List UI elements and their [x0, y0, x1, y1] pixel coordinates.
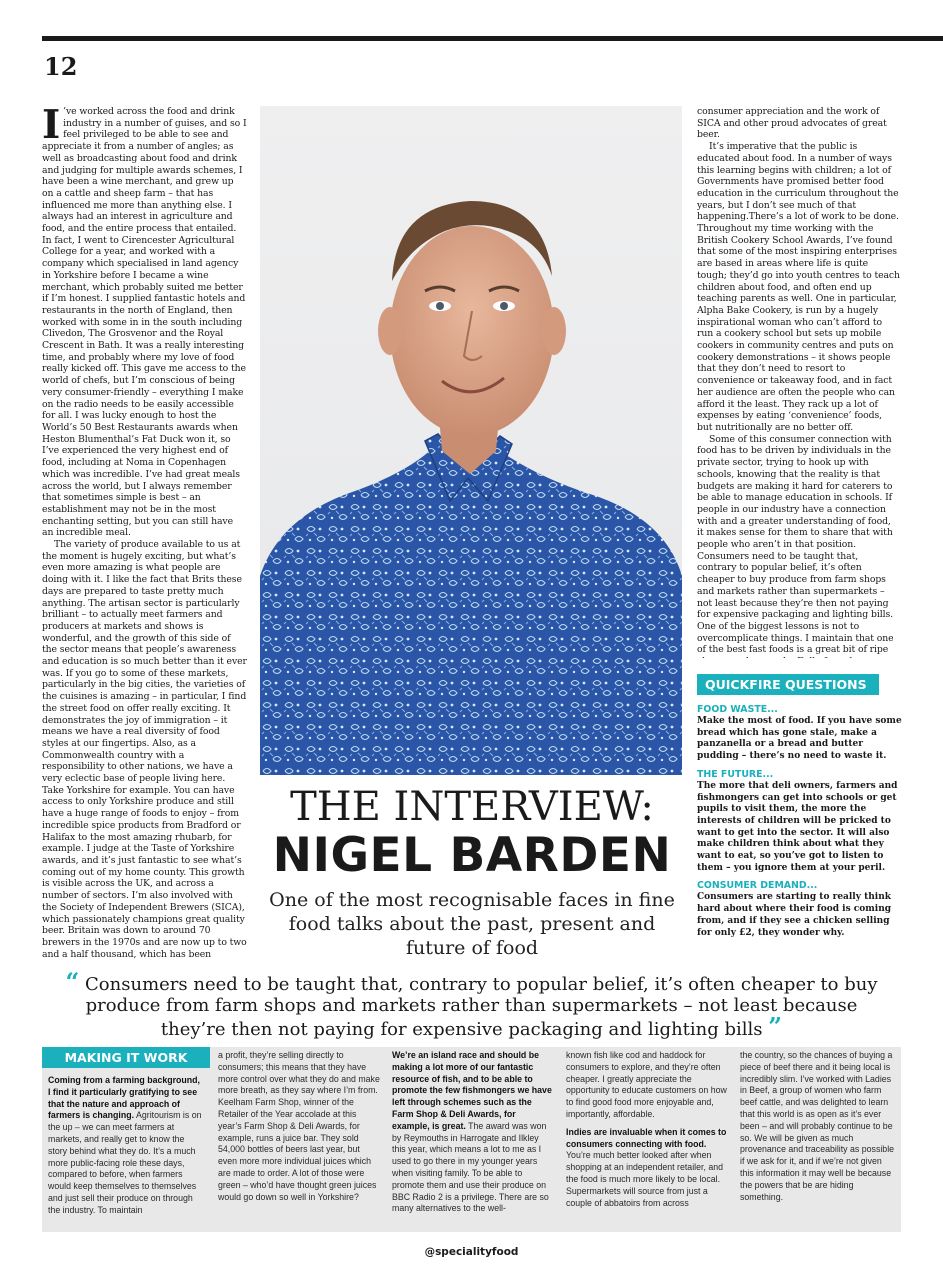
- headline-kicker: THE INTERVIEW:: [290, 784, 654, 830]
- body-column-right: [697, 106, 900, 658]
- sidebar-column: We’re an island race and should be making a lot more of our fantastic resource of fish, and to be able to promote the few fishmongers we have left through schemes such as the Farm Shop & Deli Awards, for example, is great. The award was won by Reymouths in Harrogate and Ilkley this year, which means a lot to me as I used to go there in my younger years when visiting family. To be able to promote them and use their produce on BBC Radio 2 is a privilege. There are so many alternatives to the well-: [392, 1050, 552, 1214]
- footer-handle[interactable]: @specialityfood: [424, 1246, 519, 1258]
- body-paragraph: I ’ve worked across the food and drink industry in a number of guises, and so I feel privileged to be able to see and appreciate it from a number of angles; as well as broadcasting about food and drink and judging for multiple awards schemes, I have been a wine merchant, and grew up on a cattle and sheep farm – that has influenced me more than anything else. I always had an interest in agriculture and food, and the entire process that entailed. In fact, I went to Cirencester Agricultural College for a year, and worked with a company which specialised in land agency in Yorkshire before I became a wine merchant, which probably suited me better if I’m honest. I supplied fantastic hotels and restaurants in the north of England, then worked with some in in the south including Clivedon, The Grosvenor and the Royal Crescent in Bath. It was a really interesting time, and probably where my love of food really kicked off. This gave me access to the world of chefs, but I’m conscious of being very consumer-friendly – everything I make on the radio needs to be easily accessible for all. I was lucky enough to host the World’s 50 Best Restaurants awards when Heston Blumenthal’s Fat Duck won it, so I’ve experienced the very highest end of food, including at Noma in Copenhagen which was incredible. I’ve had great meals across the world, but I always remember that sometimes simple is best – an establishment may not be in the most enchanting setting, but you can still have an incredible meal.: [42, 106, 247, 539]
- open-quote-icon: “: [65, 967, 80, 996]
- drop-cap: I: [42, 106, 61, 148]
- lead-in-bold: Coming from a farming background, I find it particularly gratifying to see that the nature and approach of farmers is changing.: [48, 1075, 200, 1121]
- quickfire-question: FOOD WASTE...: [697, 704, 778, 715]
- quickfire-answer: The more that deli owners, farmers and fishmongers can get into schools or get pupils to visit them, the more the interests of children will be pricked to want to get into the sector. It will also make children think about what they want to eat, so you’ve got to listen to them – you ignore them at your peril.: [697, 780, 898, 873]
- lead-in-bold: Indies are invaluable when it comes to consumers connecting with food.: [566, 1126, 727, 1149]
- quickfire-answer: Consumers are starting to really think hard about where their food is coming from, and if they see a chicken selling for only £2, they wonder why.: [697, 892, 892, 938]
- lead-in-bold: We’re an island race and should be making a lot more of our fantastic resource of fish, and to be able to promote the few fishmongers we have left through schemes such as the Farm Shop & Deli Awards, for example, is great.: [392, 1050, 552, 1131]
- sidebar-column: the country, so the chances of buying a piece of beef there and it being local is incredibly slim. I’ve worked with Ladies in Beef, a group of women who farm beef cattle, and was delighted to learn that this world is as open as it’s ever been – and will probably continue to be so. We will be given as much provenance and traceability as possible if we ask for it, and if we’re not given this information it may well be because the powers that be are hiding something.: [740, 1050, 895, 1202]
- headline-block: [258, 784, 686, 960]
- sidebar-column: Coming from a farming background, I find it particularly gratifying to see that the nature and approach of farmers is changing. Agritourism is on the up – we can meet farmers at markets, and really get to know the story behind what they do. It’s a much more public-facing role these days, compared to before, when farmers would keep themselves to themselves and just sell their produce on through the industry. To maintain: [48, 1075, 202, 1215]
- quickfire-heading: QUICKFIRE QUESTIONS: [697, 674, 879, 695]
- body-paragraph: The variety of produce available to us at the moment is hugely exciting, but what’s even more amazing is what people are doing with it. I like the fact that Brits these days are prepared to taste pretty much anything. The artisan sector is particularly brilliant – to actually meet farmers and producers at markets and shows is wonderful, and the growth of this side of the sector means that people’s awareness and education is so much better than it ever was. If you go to some of these markets, particularly in the big cities, the varieties of the cuisines is amazing – in particular, I find the street food on offer really exciting. It demonstrates the joy of immigration – it means we have a real diversity of food styles at our fingertips. Also, as a Commonwealth country with a responsibility to other nations, we have a very eclectic base of people living here. Take Yorkshire for example. You can have access to only Yorkshire produce and still have a huge range of foods to enjoy – from incredible spice products from Bradford or Halifax to the most amazing rhubarb, for example. I judge at the Taste of Yorkshire awards, and it’s just fantastic to see what’s coming out of my home county. This growth is visible across the UK, and across a number of sectors. I’m also involved with the Society of Independent Brewers (SICA), which passionately champions great quality beer. Britain was down to around 70 brewers in the 1970s and are now up to two and a half thousand, which has been: [42, 539, 247, 960]
- quickfire-questions: [697, 674, 902, 945]
- top-rule: [42, 36, 943, 41]
- page-number: 12: [44, 52, 78, 81]
- headline-name: NIGEL BARDEN: [272, 828, 672, 883]
- quickfire-answer: Make the most of food. If you have some bread which has gone stale, make a panzanella or a bread and butter pudding – there’s no need to waste it.: [697, 716, 902, 762]
- portrait-illustration: [260, 106, 682, 775]
- pull-quote-text: Consumers need to be taught that, contrary to popular belief, it’s often cheaper to buy produce from farm shops and markets rather than supermarkets – not least because they’re then not paying for expensive packaging and lighting bills: [85, 974, 878, 1040]
- pull-quote: [60, 967, 883, 1041]
- body-paragraph: Some of this consumer connection with food has to be driven by individuals in the private sector, trying to hook up with schools, knowing that the reality is that budgets are making it hard for caterers to be able to manage education in schools. If people in our industry have a connection with and a greater understanding of food, it makes sense for them to share that with people who aren’t in that position. Consumers need to be taught that, contrary to popular belief, it’s often cheaper to buy produce from farm shops and markets rather than supermarkets – not least because they’re then not paying for expensive packaging and lighting bills. One of the biggest lessons is not to overcomplicate things. I maintain that one of the best fast foods is a great bit of ripe: [697, 433, 894, 656]
- standfirst: One of the most recognisable faces in fine food talks about the past, present and future of food: [269, 889, 675, 959]
- quickfire-question: THE FUTURE...: [697, 768, 774, 780]
- making-it-work-heading: MAKING IT WORK: [42, 1047, 210, 1068]
- portrait-photo: [260, 106, 682, 775]
- sidebar-column: a profit, they’re selling directly to consumers; this means that they have more control over what they do and make more breath, as they say where I’m from. Keelham Farm Shop, winner of the Retailer of the Year accolade at this year’s Farm Shop & Deli Awards, for example, runs a juice bar. They sold 54,000 bottles of beers last year, but even more more individual juices which are made to order. A lot of those were green – who’d have thought green juices would go down so well in Yorkshire?: [218, 1050, 380, 1202]
- body-column-left: [42, 106, 247, 961]
- body-paragraph: It’s imperative that the public is educated about food. In a number of ways this learning begins with children; a lot of Governments have promised better food education in the curriculum throughout the years, but I don’t see much of that happening.There’s a lot of work to be done. Throughout my time working with the British Cookery School Awards, I’ve found that some of the most inspiring enterprises are based in areas where life is quite tough; they’d go into youth centres to teach children about food, and often end up teaching parents as well. One in particular, Alpha Bake Cookery, is run by a hugely inspirational woman who can’t afford to run a cookery school but sets up mobile cookers in community centres and puts on cookery demonstrations – it shows people that they don’t need to resort to convenience or takeaway food, and in fact her audience are often the people who can afford it the least. They rack up a lot of expenses by eating ‘convenience’ foods, but nutritionally are no better off.: [697, 141, 900, 433]
- sidebar-column: known fish like cod and haddock for consumers to explore, and they’re often cheaper. I greatly appreciate the opportunity to educate customers on how to find good food more enjoyable and, importantly, affordable. Indies are invaluable when it comes to consumers connecting with food. You’re much better looked after when shopping at an independent retailer, and the food is much more likely to be local. Supermarkets will source from just a couple of abbatoirs from across: [566, 1050, 727, 1208]
- quickfire-question: CONSUMER DEMAND...: [697, 880, 818, 892]
- body-paragraph: consumer appreciation and the work of SICA and other proud advocates of great beer.: [697, 106, 887, 141]
- close-quote-icon: ”: [768, 1012, 783, 1041]
